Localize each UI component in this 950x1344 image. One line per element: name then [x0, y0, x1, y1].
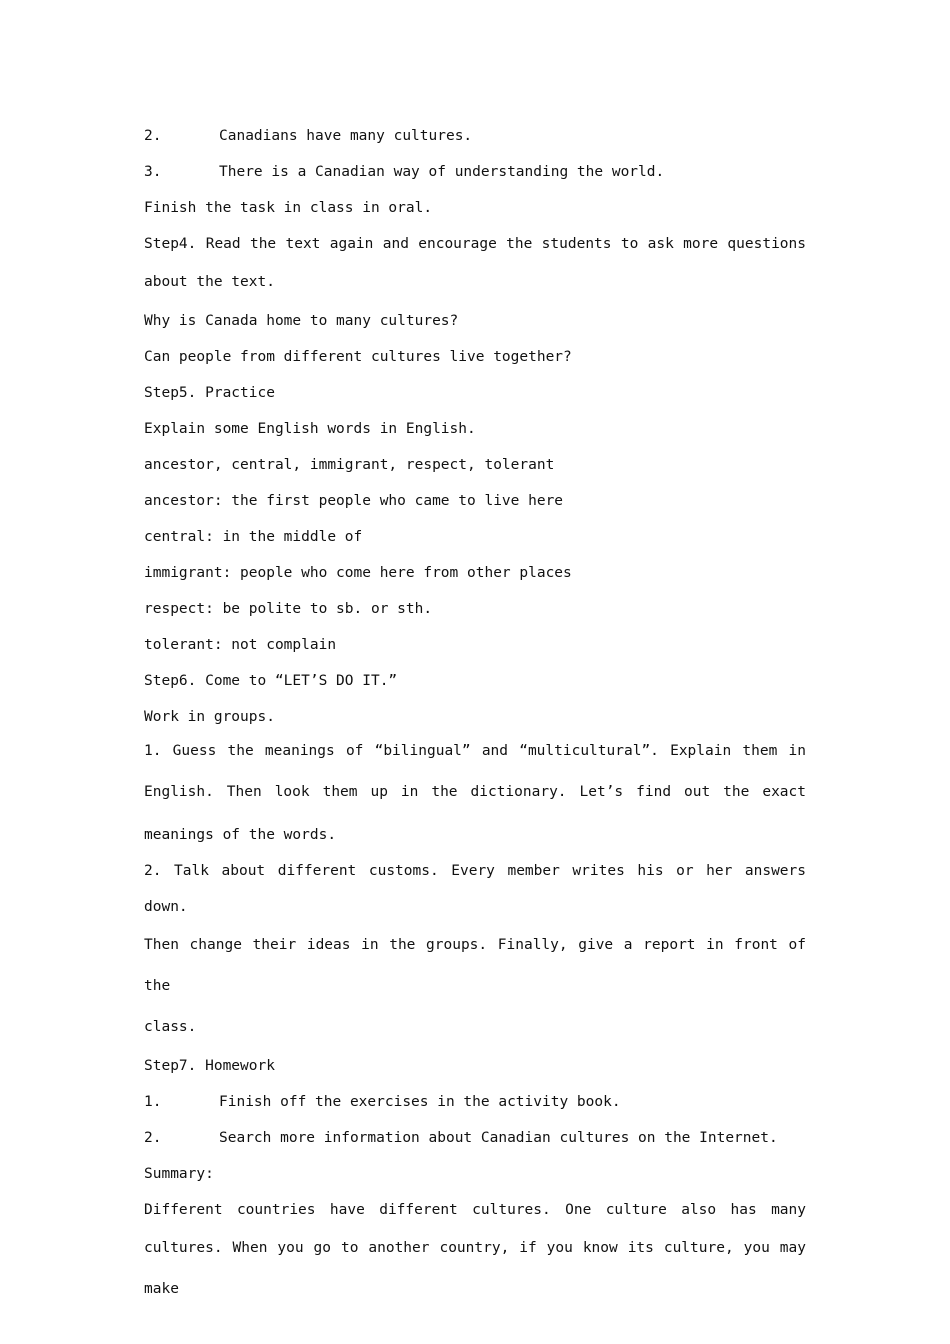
item-text: There is a Canadian way of understanding the world. — [219, 164, 665, 180]
word-list: ancestor, central, immigrant, respect, tolerant — [144, 457, 555, 473]
group-task-1-line: English. Then look them up in the dictionary. Let’s find out the exact — [144, 784, 806, 800]
numbered-item — [144, 1084, 806, 1120]
definition-tolerant: tolerant: not complain — [144, 637, 337, 653]
item-number: 2. — [144, 128, 162, 144]
numbered-item — [144, 1120, 806, 1156]
step4-heading: Step4. Read the text again and encourage the students to ask more questions — [144, 236, 806, 252]
summary-line: cultures. When you go to another country, if you know its culture, you may make — [144, 1240, 806, 1297]
group-task-2-line: 2. Talk about different customs. Every member writes his or her answers down. — [144, 863, 806, 915]
item-number: 1. — [144, 1094, 162, 1110]
text-line: about the text. — [144, 274, 275, 290]
summary-heading: Summary: — [144, 1166, 214, 1182]
definition-central: central: in the middle of — [144, 529, 363, 545]
definition-ancestor: ancestor: the first people who came to live here — [144, 493, 564, 509]
text-line: Finish the task in class in oral. — [144, 200, 433, 216]
item-text: Canadians have many cultures. — [219, 128, 473, 144]
numbered-item — [144, 154, 806, 190]
step5-heading: Step5. Practice — [144, 385, 275, 401]
item-number: 2. — [144, 1130, 162, 1146]
question-line: Can people from different cultures live together? — [144, 349, 572, 365]
step6-heading: Step6. Come to “LET’S DO IT.” — [144, 673, 398, 689]
group-task-1-line: 1. Guess the meanings of “bilingual” and “multicultural”. Explain them in — [144, 743, 806, 759]
definition-immigrant: immigrant: people who come here from other places — [144, 565, 572, 581]
step7-heading: Step7. Homework — [144, 1058, 275, 1074]
item-text: Finish off the exercises in the activity book. — [219, 1094, 621, 1110]
definition-respect: respect: be polite to sb. or sth. — [144, 601, 433, 617]
text-line: Work in groups. — [144, 709, 275, 725]
question-line: Why is Canada home to many cultures? — [144, 313, 459, 329]
document-page — [144, 118, 806, 1310]
text-line: Explain some English words in English. — [144, 421, 476, 437]
numbered-item — [144, 118, 806, 154]
item-text: Search more information about Canadian cultures on the Internet. — [219, 1130, 778, 1146]
group-task-1-line: meanings of the words. — [144, 827, 337, 843]
group-task-2-line: Then change their ideas in the groups. Finally, give a report in front of the — [144, 937, 806, 994]
item-number: 3. — [144, 164, 162, 180]
summary-line: Different countries have different cultures. One culture also has many — [144, 1202, 806, 1218]
group-task-2-line: class. — [144, 1019, 197, 1035]
